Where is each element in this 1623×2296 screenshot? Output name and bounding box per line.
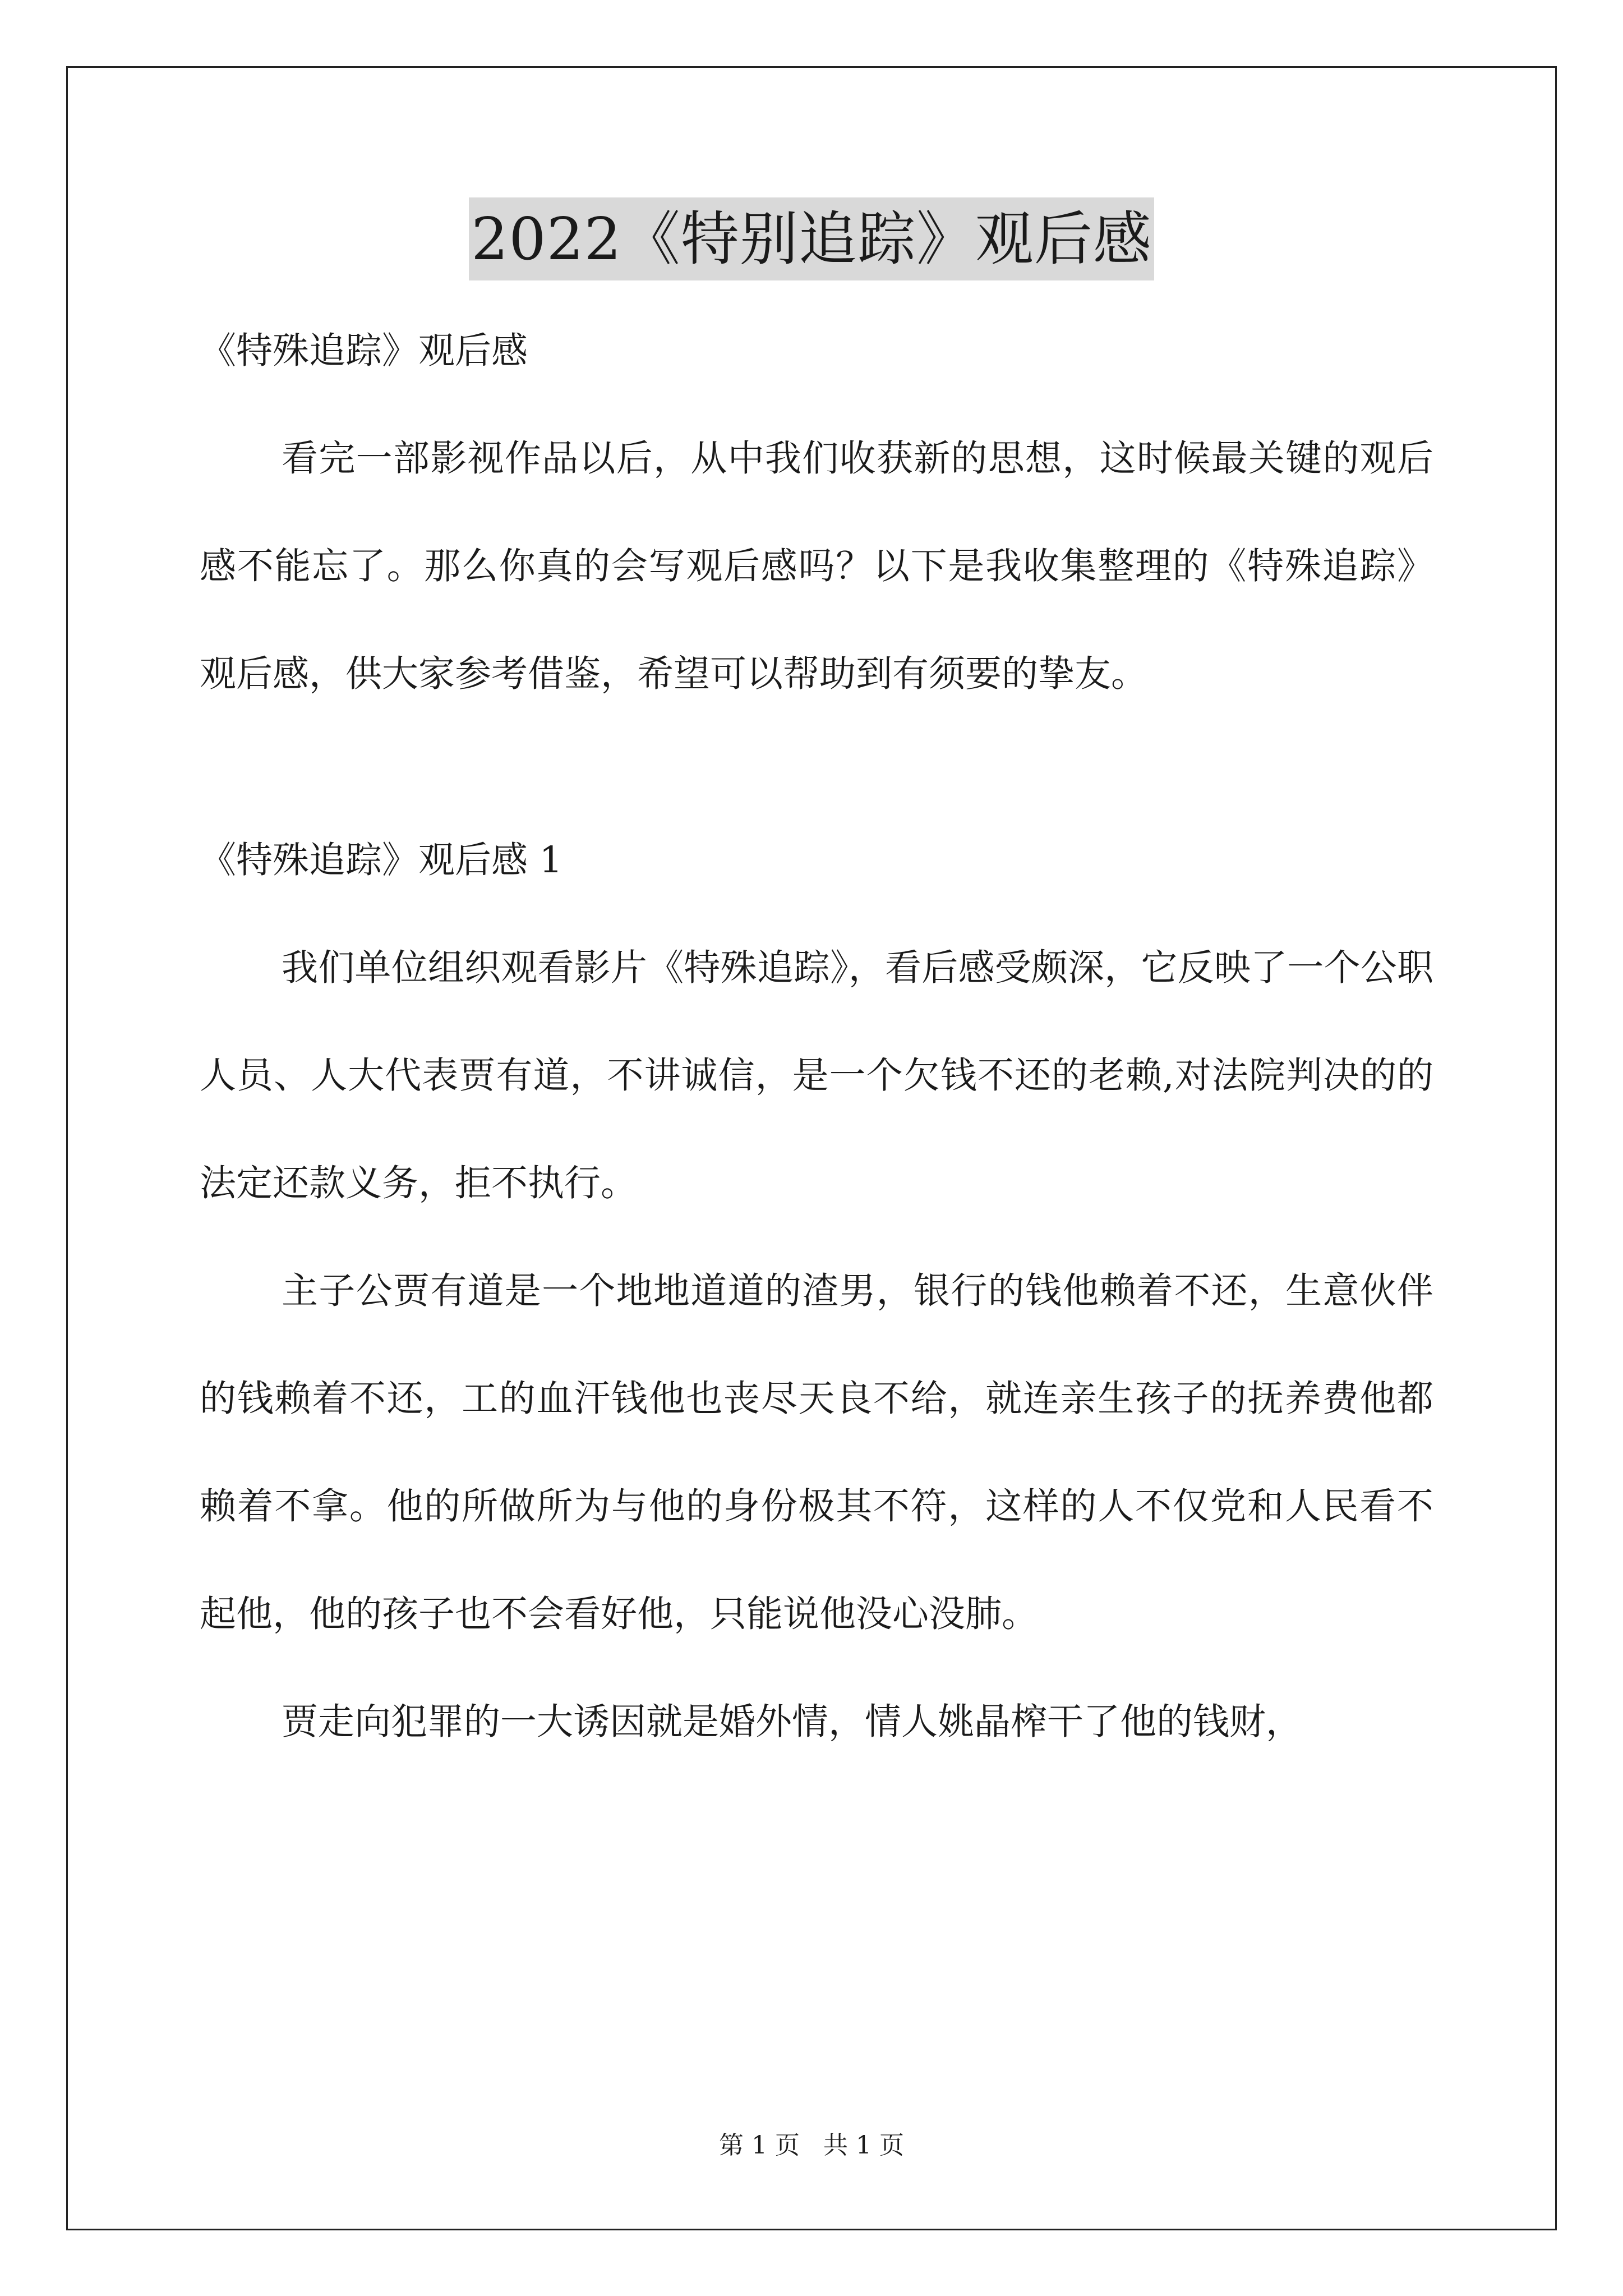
section-spacer — [200, 728, 1433, 807]
page-total: 共 1 页 — [823, 2131, 904, 2160]
document-title: 2022《特别追踪》观后感 — [469, 197, 1154, 280]
subtitle: 《特殊追踪》观后感 — [200, 330, 528, 372]
body-paragraph: 贾走向犯罪的一大诱因就是婚外情，情人姚晶榨干了他的钱财， — [282, 1701, 1303, 1743]
title-container — [0, 197, 1623, 280]
body-paragraph: 主子公贾有道是一个地地道道的渣男，银行的钱他赖着不还，生意伙伴的钱赖着不还，工的血汗钱他也丧尽天良不给，就连亲生孩子的抚养费他都赖着不拿。他的所做所为与他的身份极其不符，这样的人不仅党和人民看不起他，他的孩子也不会看好他，只能说他没心没肺。 — [200, 1270, 1433, 1635]
document-body — [200, 297, 1433, 1776]
page-footer — [0, 2129, 1623, 2162]
page-number: 第 1 页 — [719, 2131, 800, 2160]
section-heading: 《特殊追踪》观后感 1 — [200, 839, 563, 881]
body-paragraph: 我们单位组织观看影片《特殊追踪》，看后感受颇深，它反映了一个公职人员、人大代表贾有道，不讲诚信，是一个欠钱不还的老赖,对法院判决的的法定还款义务，拒不执行。 — [200, 947, 1433, 1204]
intro-paragraph: 看完一部影视作品以后，从中我们收获新的思想，这时候最关键的观后感不能忘了。那么你真的会写观后感吗？以下是我收集整理的《特殊追踪》观后感，供大家参考借鉴，希望可以帮助到有须要的挚友。 — [200, 438, 1433, 695]
